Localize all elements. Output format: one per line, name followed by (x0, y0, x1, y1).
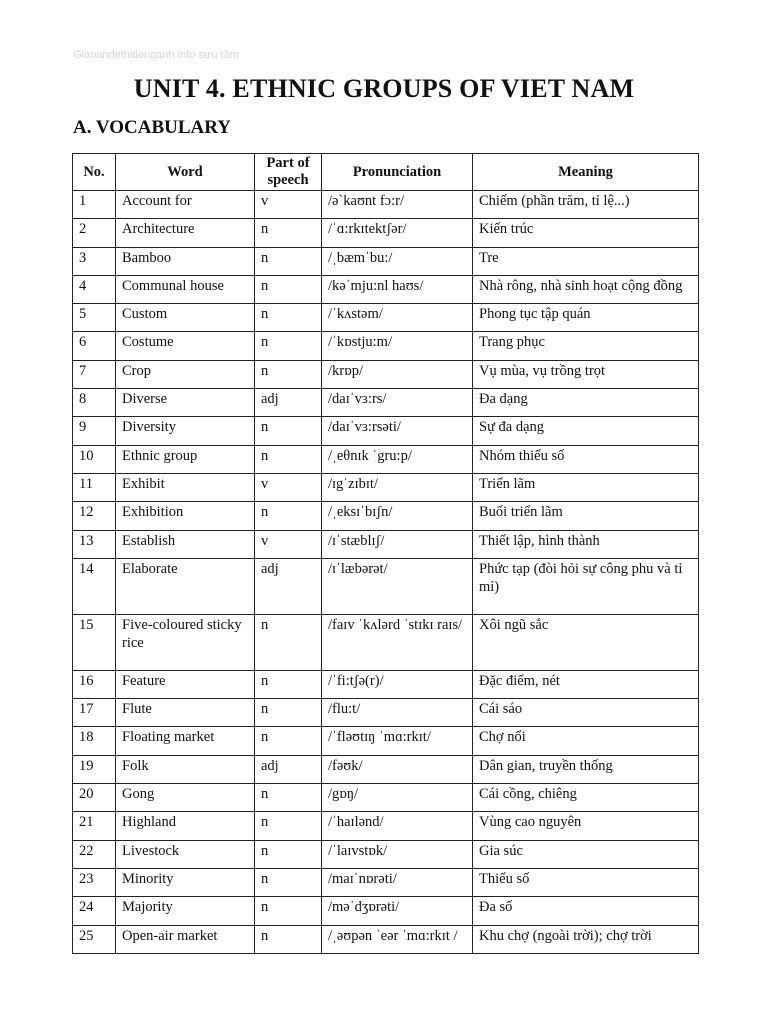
header-pronunciation: Pronunciation (322, 154, 473, 191)
cell-word: Elaborate (116, 558, 255, 614)
cell-part-of-speech: n (255, 332, 322, 360)
cell-part-of-speech: v (255, 191, 322, 219)
cell-meaning: Phong tục tập quán (473, 304, 699, 332)
table-row (73, 812, 699, 840)
cell-word: Exhibition (116, 502, 255, 530)
table-row (73, 219, 699, 247)
cell-part-of-speech: n (255, 502, 322, 530)
header-meaning: Meaning (473, 154, 699, 191)
cell-word: Flute (116, 699, 255, 727)
cell-part-of-speech: adj (255, 389, 322, 417)
table-row (73, 332, 699, 360)
cell-meaning: Vụ mùa, vụ trồng trọt (473, 360, 699, 388)
cell-pronunciation: /daɪˈvɜ:rs/ (322, 389, 473, 417)
cell-word: Five-coloured sticky rice (116, 614, 255, 670)
table-row (73, 840, 699, 868)
cell-no: 14 (73, 558, 116, 614)
cell-part-of-speech: n (255, 614, 322, 670)
cell-no: 1 (73, 191, 116, 219)
table-row (73, 868, 699, 896)
cell-meaning: Trang phục (473, 332, 699, 360)
cell-part-of-speech: n (255, 360, 322, 388)
cell-pronunciation: /ɪˈlæbərət/ (322, 558, 473, 614)
cell-meaning: Sự đa dạng (473, 417, 699, 445)
cell-no: 11 (73, 473, 116, 501)
cell-no: 21 (73, 812, 116, 840)
cell-pronunciation: /ˈlaɪvstɒk/ (322, 840, 473, 868)
cell-meaning: Dân gian, truyền thống (473, 755, 699, 783)
table-row (73, 304, 699, 332)
table-row (73, 727, 699, 755)
cell-pronunciation: /ˈɑ:rkɪtektʃər/ (322, 219, 473, 247)
table-row (73, 191, 699, 219)
cell-pronunciation: /ˈhaɪlənd/ (322, 812, 473, 840)
cell-word: Diversity (116, 417, 255, 445)
cell-word: Diverse (116, 389, 255, 417)
cell-meaning: Triển lãm (473, 473, 699, 501)
cell-part-of-speech: n (255, 699, 322, 727)
cell-part-of-speech: n (255, 784, 322, 812)
table-row (73, 445, 699, 473)
cell-word: Custom (116, 304, 255, 332)
table-header (73, 154, 699, 191)
cell-meaning: Gia súc (473, 840, 699, 868)
cell-pronunciation: /məˈdʒɒrəti/ (322, 897, 473, 925)
vocabulary-table (72, 153, 699, 954)
cell-meaning: Xôi ngũ sắc (473, 614, 699, 670)
cell-word: Minority (116, 868, 255, 896)
cell-meaning: Cái cồng, chiêng (473, 784, 699, 812)
table-row (73, 699, 699, 727)
cell-pronunciation: /maɪˈnɒrəti/ (322, 868, 473, 896)
cell-pronunciation: /ɪgˈzɪbɪt/ (322, 473, 473, 501)
cell-pronunciation: /ˈkʌstəm/ (322, 304, 473, 332)
cell-part-of-speech: n (255, 812, 322, 840)
table-row (73, 614, 699, 670)
cell-part-of-speech: n (255, 247, 322, 275)
cell-no: 6 (73, 332, 116, 360)
cell-no: 18 (73, 727, 116, 755)
table-row (73, 925, 699, 953)
table-row (73, 755, 699, 783)
cell-no: 19 (73, 755, 116, 783)
cell-word: Livestock (116, 840, 255, 868)
cell-pronunciation: /ˌeksɪˈbɪʃn/ (322, 502, 473, 530)
cell-pronunciation: /kəˈmju:nl haʊs/ (322, 275, 473, 303)
cell-part-of-speech: adj (255, 558, 322, 614)
cell-word: Communal house (116, 275, 255, 303)
cell-part-of-speech: adj (255, 755, 322, 783)
page-title: UNIT 4. ETHNIC GROUPS OF VIET NAM (133, 74, 635, 103)
cell-part-of-speech: n (255, 304, 322, 332)
cell-word: Folk (116, 755, 255, 783)
cell-no: 12 (73, 502, 116, 530)
cell-pronunciation: /faɪv ˈkʌlərd ˈstɪkɪ raɪs/ (322, 614, 473, 670)
cell-word: Crop (116, 360, 255, 388)
table-row (73, 275, 699, 303)
table-body (73, 191, 699, 954)
cell-meaning: Đa dạng (473, 389, 699, 417)
cell-part-of-speech: v (255, 530, 322, 558)
table-row (73, 247, 699, 275)
cell-no: 7 (73, 360, 116, 388)
cell-pronunciation: /ˌəʊpən ˈeər ˈmɑ:rkɪt / (322, 925, 473, 953)
cell-no: 4 (73, 275, 116, 303)
cell-word: Gong (116, 784, 255, 812)
cell-pronunciation: /daɪˈvɜ:rsəti/ (322, 417, 473, 445)
cell-word: Exhibit (116, 473, 255, 501)
cell-pronunciation: /ˈfi:tʃə(r)/ (322, 670, 473, 698)
cell-meaning: Nhóm thiểu số (473, 445, 699, 473)
cell-meaning: Đặc điểm, nét (473, 670, 699, 698)
cell-meaning: Thiết lập, hình thành (473, 530, 699, 558)
header-part-of-speech: Part of speech (255, 154, 322, 191)
cell-word: Account for (116, 191, 255, 219)
cell-no: 16 (73, 670, 116, 698)
cell-word: Costume (116, 332, 255, 360)
cell-no: 8 (73, 389, 116, 417)
cell-pronunciation: /ə`kaʊnt fɔ:r/ (322, 191, 473, 219)
table-row (73, 360, 699, 388)
cell-word: Highland (116, 812, 255, 840)
cell-pronunciation: /fəʊk/ (322, 755, 473, 783)
cell-meaning: Thiểu số (473, 868, 699, 896)
table-row (73, 473, 699, 501)
cell-word: Establish (116, 530, 255, 558)
cell-meaning: Cái sáo (473, 699, 699, 727)
cell-no: 2 (73, 219, 116, 247)
cell-meaning: Phức tạp (đòi hỏi sự công phu và tỉ mỉ) (473, 558, 699, 614)
cell-word: Ethnic group (116, 445, 255, 473)
header-no: No. (73, 154, 116, 191)
cell-meaning: Khu chợ (ngoài trời); chợ trời (473, 925, 699, 953)
cell-meaning: Vùng cao nguyên (473, 812, 699, 840)
cell-meaning: Tre (473, 247, 699, 275)
cell-pronunciation: /ˈfləʊtɪŋ ˈmɑ:rkɪt/ (322, 727, 473, 755)
table-row (73, 558, 699, 614)
header-word: Word (116, 154, 255, 191)
table-row (73, 502, 699, 530)
cell-no: 23 (73, 868, 116, 896)
cell-word: Open-air market (116, 925, 255, 953)
cell-no: 13 (73, 530, 116, 558)
cell-pronunciation: /krɒp/ (322, 360, 473, 388)
table-row (73, 389, 699, 417)
cell-pronunciation: /ˌbæmˈbu:/ (322, 247, 473, 275)
watermark: Giaoandethitienganh.info sưu tầm (73, 49, 239, 61)
cell-pronunciation: /flu:t/ (322, 699, 473, 727)
header-row (73, 154, 699, 191)
cell-word: Floating market (116, 727, 255, 755)
cell-no: 17 (73, 699, 116, 727)
cell-meaning: Đa số (473, 897, 699, 925)
cell-no: 20 (73, 784, 116, 812)
cell-part-of-speech: n (255, 925, 322, 953)
table-row (73, 784, 699, 812)
cell-no: 25 (73, 925, 116, 953)
cell-word: Architecture (116, 219, 255, 247)
cell-pronunciation: /gɒŋ/ (322, 784, 473, 812)
cell-no: 22 (73, 840, 116, 868)
cell-no: 24 (73, 897, 116, 925)
cell-pronunciation: /ˌeθnɪk ˈgru:p/ (322, 445, 473, 473)
cell-no: 9 (73, 417, 116, 445)
cell-no: 10 (73, 445, 116, 473)
cell-meaning: Chiếm (phần trăm, tỉ lệ...) (473, 191, 699, 219)
cell-word: Feature (116, 670, 255, 698)
section-heading: A. VOCABULARY (73, 117, 232, 138)
cell-part-of-speech: n (255, 219, 322, 247)
cell-word: Bamboo (116, 247, 255, 275)
cell-no: 3 (73, 247, 116, 275)
cell-meaning: Kiến trúc (473, 219, 699, 247)
cell-part-of-speech: n (255, 840, 322, 868)
cell-part-of-speech: n (255, 868, 322, 896)
cell-pronunciation: /ɪˈstæblɪʃ/ (322, 530, 473, 558)
table-row (73, 417, 699, 445)
cell-meaning: Buổi triển lãm (473, 502, 699, 530)
table-row (73, 530, 699, 558)
cell-no: 5 (73, 304, 116, 332)
cell-part-of-speech: n (255, 727, 322, 755)
cell-meaning: Chợ nổi (473, 727, 699, 755)
cell-part-of-speech: n (255, 275, 322, 303)
cell-part-of-speech: n (255, 670, 322, 698)
cell-no: 15 (73, 614, 116, 670)
cell-part-of-speech: n (255, 445, 322, 473)
cell-part-of-speech: n (255, 417, 322, 445)
cell-word: Majority (116, 897, 255, 925)
table-row (73, 670, 699, 698)
table-row (73, 897, 699, 925)
cell-meaning: Nhà rông, nhà sinh hoạt cộng đồng (473, 275, 699, 303)
cell-pronunciation: /ˈkɒstju:m/ (322, 332, 473, 360)
cell-part-of-speech: v (255, 473, 322, 501)
cell-part-of-speech: n (255, 897, 322, 925)
